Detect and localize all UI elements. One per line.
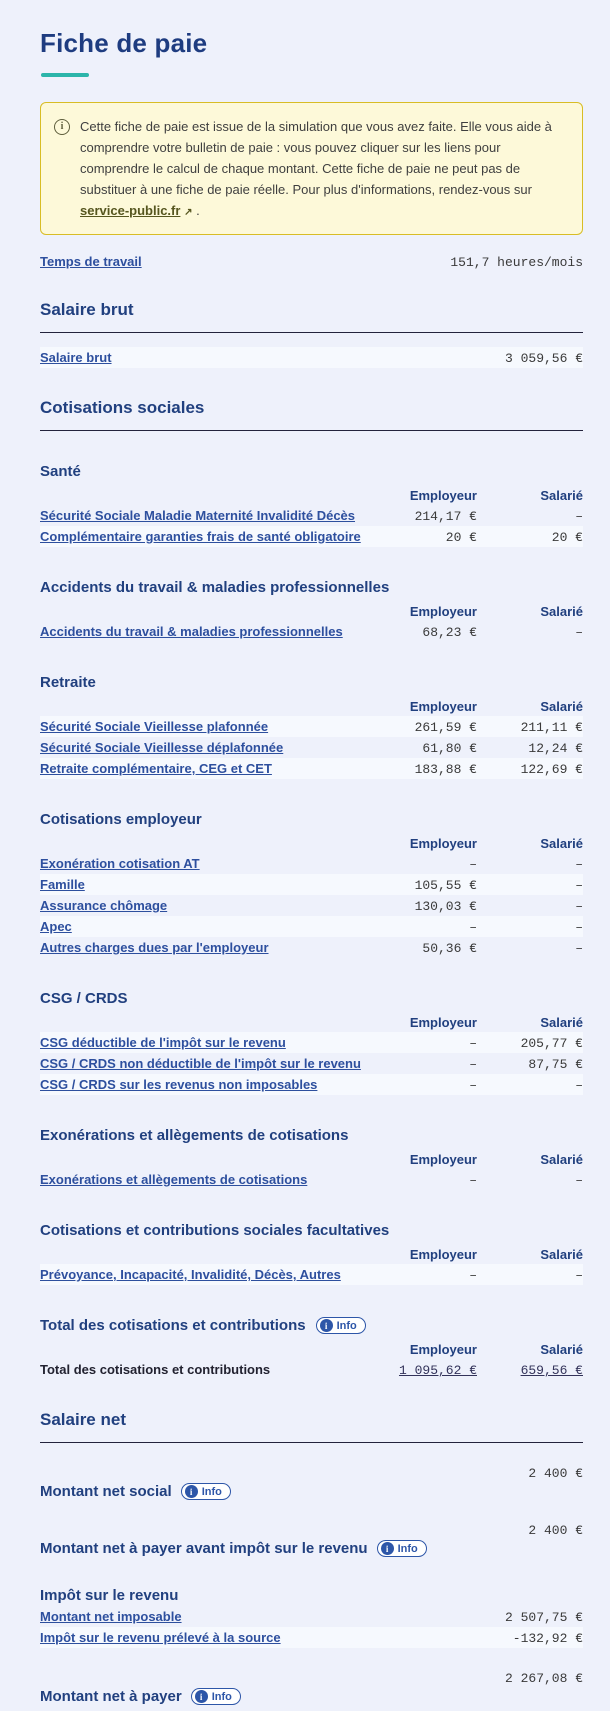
row-link[interactable]: Sécurité Sociale Maladie Maternité Invalidité Décès bbox=[40, 507, 356, 523]
salaire-brut-value: 3 059,56 € bbox=[504, 350, 583, 366]
column-header-employeur: Employeur bbox=[409, 1342, 477, 1358]
cell-salarie: – bbox=[575, 1172, 583, 1188]
info-badge-label: Info bbox=[211, 1690, 232, 1703]
info-icon: i bbox=[195, 1690, 208, 1703]
work-time-value: 151,7 heures/mois bbox=[450, 255, 583, 271]
cell-salarie: 20 € bbox=[551, 529, 583, 545]
subsection-total-cotisations bbox=[40, 1317, 583, 1380]
column-header-salarie: Salarié bbox=[540, 699, 583, 715]
cell-employeur: – bbox=[469, 1035, 477, 1051]
alert-text-suffix: . bbox=[192, 203, 200, 219]
info-badge-label: Info bbox=[201, 1485, 222, 1498]
row-link[interactable]: Sécurité Sociale Vieillesse plafonnée bbox=[40, 718, 269, 734]
info-badge[interactable] bbox=[377, 1540, 427, 1557]
column-header-salarie: Salarié bbox=[540, 1152, 583, 1168]
column-header-employeur: Employeur bbox=[409, 1015, 477, 1031]
work-time-link[interactable]: Temps de travail bbox=[40, 254, 142, 270]
cell-salarie: – bbox=[575, 1267, 583, 1283]
column-header-employeur: Employeur bbox=[409, 1247, 477, 1263]
info-alert-box bbox=[40, 102, 583, 235]
work-time-row bbox=[40, 254, 583, 270]
table-header bbox=[40, 834, 583, 853]
cell-salarie: 205,77 € bbox=[520, 1035, 583, 1051]
info-icon: i bbox=[185, 1485, 198, 1498]
subsection-title-retraite: Retraite bbox=[40, 674, 96, 692]
table-header bbox=[40, 1013, 583, 1032]
row-link[interactable]: Exonération cotisation AT bbox=[40, 855, 200, 871]
table-row bbox=[40, 1074, 583, 1095]
table-header bbox=[40, 1340, 583, 1359]
table-header bbox=[40, 1245, 583, 1264]
column-header-salarie: Salarié bbox=[540, 1247, 583, 1263]
table-header bbox=[40, 1150, 583, 1169]
column-header-salarie: Salarié bbox=[540, 1015, 583, 1031]
info-badge[interactable] bbox=[316, 1317, 366, 1334]
subsection-accidents bbox=[40, 579, 583, 642]
row-link[interactable]: CSG / CRDS non déductible de l'impôt sur le revenu bbox=[40, 1055, 361, 1071]
subsection-title-exonerations: Exonérations et allègements de cotisations bbox=[40, 1127, 349, 1145]
table-row bbox=[40, 937, 583, 958]
cell-employeur: – bbox=[469, 919, 477, 935]
subsection-title-total bbox=[40, 1317, 583, 1334]
row-link[interactable]: CSG déductible de l'impôt sur le revenu bbox=[40, 1034, 286, 1050]
subsection-exonerations bbox=[40, 1127, 583, 1190]
column-header-employeur: Employeur bbox=[409, 604, 477, 620]
subsection-title-sante: Santé bbox=[40, 463, 81, 481]
section-heading-cotisations-sociales: Cotisations sociales bbox=[40, 398, 583, 431]
table-row bbox=[40, 853, 583, 874]
cell-salarie: – bbox=[575, 1077, 583, 1093]
total-employee-link[interactable]: 659,56 € bbox=[520, 1362, 583, 1378]
table-row bbox=[40, 1264, 583, 1285]
row-link[interactable]: CSG / CRDS sur les revenus non imposables bbox=[40, 1076, 318, 1092]
cell-employeur: 68,23 € bbox=[422, 624, 477, 640]
row-link[interactable]: Exonérations et allègements de cotisations bbox=[40, 1171, 308, 1187]
table-row bbox=[40, 1032, 583, 1053]
impot-cell-value: 2 507,75 € bbox=[504, 1609, 583, 1625]
total-row-label: Total des cotisations et contributions bbox=[40, 1361, 271, 1377]
cell-employeur: – bbox=[469, 1172, 477, 1188]
column-header-employeur: Employeur bbox=[409, 699, 477, 715]
cell-salarie: – bbox=[575, 940, 583, 956]
cell-employeur: 61,80 € bbox=[422, 740, 477, 756]
impot-cell-value: -132,92 € bbox=[512, 1630, 583, 1646]
total-title-text: Total des cotisations et contributions bbox=[40, 1317, 306, 1335]
table-row bbox=[40, 716, 583, 737]
cell-salarie: 211,11 € bbox=[520, 719, 583, 735]
net-a-payer-value: 2 267,08 € bbox=[504, 1671, 583, 1687]
cell-employeur: – bbox=[469, 1267, 477, 1283]
info-badge[interactable] bbox=[191, 1688, 241, 1705]
subsection-title-cotisations-employeur: Cotisations employeur bbox=[40, 811, 202, 829]
cell-employeur: – bbox=[469, 1077, 477, 1093]
subsection-title-impot: Impôt sur le revenu bbox=[40, 1587, 179, 1605]
info-icon: i bbox=[381, 1542, 394, 1555]
table-row bbox=[40, 916, 583, 937]
info-badge-label: Info bbox=[336, 1319, 357, 1332]
cell-salarie: – bbox=[575, 508, 583, 524]
row-link[interactable]: Impôt sur le revenu prélevé à la source bbox=[40, 1629, 281, 1645]
external-link-icon: ↗ bbox=[184, 207, 193, 219]
cell-employeur: – bbox=[469, 856, 477, 872]
table-row bbox=[40, 874, 583, 895]
cell-salarie: – bbox=[575, 898, 583, 914]
row-link[interactable]: Autres charges dues par l'employeur bbox=[40, 939, 269, 955]
net-social-label: Montant net social bbox=[40, 1483, 172, 1501]
table-row bbox=[40, 1606, 583, 1627]
subsection-impot bbox=[40, 1587, 583, 1648]
title-accent-bar bbox=[41, 73, 89, 77]
subsection-cotisations-employeur bbox=[40, 811, 583, 958]
total-row bbox=[40, 1359, 583, 1380]
column-header-employeur: Employeur bbox=[409, 1152, 477, 1168]
info-badge[interactable] bbox=[181, 1483, 231, 1500]
cell-employeur: 105,55 € bbox=[414, 877, 477, 893]
info-circle-icon: i bbox=[54, 119, 70, 135]
cell-salarie: 12,24 € bbox=[528, 740, 583, 756]
table-row bbox=[40, 895, 583, 916]
table-row bbox=[40, 737, 583, 758]
cell-salarie: – bbox=[575, 877, 583, 893]
column-header-salarie: Salarié bbox=[540, 836, 583, 852]
subsection-sante bbox=[40, 463, 583, 547]
row-link[interactable]: Prévoyance, Incapacité, Invalidité, Décès, Autres bbox=[40, 1266, 341, 1282]
row-link[interactable]: Apec bbox=[40, 918, 72, 934]
column-header-salarie: Salarié bbox=[540, 604, 583, 620]
table-row bbox=[40, 1053, 583, 1074]
cell-salarie: – bbox=[575, 856, 583, 872]
row-link[interactable]: Famille bbox=[40, 876, 85, 892]
cell-employeur: – bbox=[469, 1056, 477, 1072]
info-badge-label: Info bbox=[397, 1542, 418, 1555]
section-heading-salaire-net: Salaire net bbox=[40, 1410, 583, 1443]
cell-employeur: 130,03 € bbox=[414, 898, 477, 914]
cell-employeur: 214,17 € bbox=[414, 508, 477, 524]
row-link[interactable]: Complémentaire garanties frais de santé obligatoire bbox=[40, 528, 361, 544]
cell-salarie: 122,69 € bbox=[520, 761, 583, 777]
net-social-value: 2 400 € bbox=[528, 1466, 583, 1482]
subsection-title-csg-crds: CSG / CRDS bbox=[40, 990, 128, 1008]
cell-salarie: 87,75 € bbox=[528, 1056, 583, 1072]
subsection-title-facultatives: Cotisations et contributions sociales facultatives bbox=[40, 1222, 390, 1240]
alert-text bbox=[80, 116, 567, 221]
subsection-retraite bbox=[40, 674, 583, 779]
table-header bbox=[40, 697, 583, 716]
column-header-salarie: Salarié bbox=[540, 488, 583, 504]
row-link[interactable]: Retraite complémentaire, CEG et CET bbox=[40, 760, 272, 776]
net-avant-impot-row bbox=[40, 1523, 583, 1557]
column-header-employeur: Employeur bbox=[409, 836, 477, 852]
row-link-salaire-brut[interactable]: Salaire brut bbox=[40, 349, 112, 365]
total-employer-link[interactable]: 1 095,62 € bbox=[398, 1362, 477, 1378]
table-row bbox=[40, 1627, 583, 1648]
table-row bbox=[40, 526, 583, 547]
net-a-payer-row bbox=[40, 1671, 583, 1705]
table-row bbox=[40, 621, 583, 642]
cell-employeur: 50,36 € bbox=[422, 940, 477, 956]
row-link[interactable]: Assurance chômage bbox=[40, 897, 168, 913]
info-icon: i bbox=[320, 1319, 333, 1332]
net-a-payer-label: Montant net à payer bbox=[40, 1688, 182, 1706]
cell-employeur: 261,59 € bbox=[414, 719, 477, 735]
page-title: Fiche de paie bbox=[40, 28, 208, 58]
cell-salarie: – bbox=[575, 919, 583, 935]
table-header bbox=[40, 602, 583, 621]
row-link[interactable]: Sécurité Sociale Vieillesse déplafonnée bbox=[40, 739, 284, 755]
section-heading-salaire-brut: Salaire brut bbox=[40, 300, 583, 333]
alert-text-body: Cette fiche de paie est issue de la simulation que vous avez faite. Elle vous aide à comprendre votre bulletin de paie : vous pouvez cliquer sur les liens pour comprendre le calcul de chaque montant. Cette fiche de paie ne peut pas de substituer à une fiche de paie réelle. Pour plus d'informations, rendez-vous sur bbox=[80, 119, 552, 198]
subsection-csg-crds bbox=[40, 990, 583, 1095]
table-row bbox=[40, 505, 583, 526]
subsection-title-accidents: Accidents du travail & maladies professionnelles bbox=[40, 579, 390, 597]
subsection-facultatives bbox=[40, 1222, 583, 1285]
table-header bbox=[40, 486, 583, 505]
table-row bbox=[40, 1169, 583, 1190]
cell-employeur: 183,88 € bbox=[414, 761, 477, 777]
salaire-brut-row bbox=[40, 347, 583, 368]
row-link[interactable]: Accidents du travail & maladies professionnelles bbox=[40, 623, 343, 639]
service-public-link[interactable]: service-public.fr bbox=[80, 203, 181, 219]
column-header-salarie: Salarié bbox=[540, 1342, 583, 1358]
row-link[interactable]: Montant net imposable bbox=[40, 1608, 182, 1624]
column-header-employeur: Employeur bbox=[409, 488, 477, 504]
cell-salarie: – bbox=[575, 624, 583, 640]
net-avant-impot-label: Montant net à payer avant impôt sur le revenu bbox=[40, 1540, 368, 1558]
table-row bbox=[40, 758, 583, 779]
net-social-row bbox=[40, 1466, 583, 1500]
net-avant-impot-value: 2 400 € bbox=[528, 1523, 583, 1539]
cell-employeur: 20 € bbox=[445, 529, 477, 545]
